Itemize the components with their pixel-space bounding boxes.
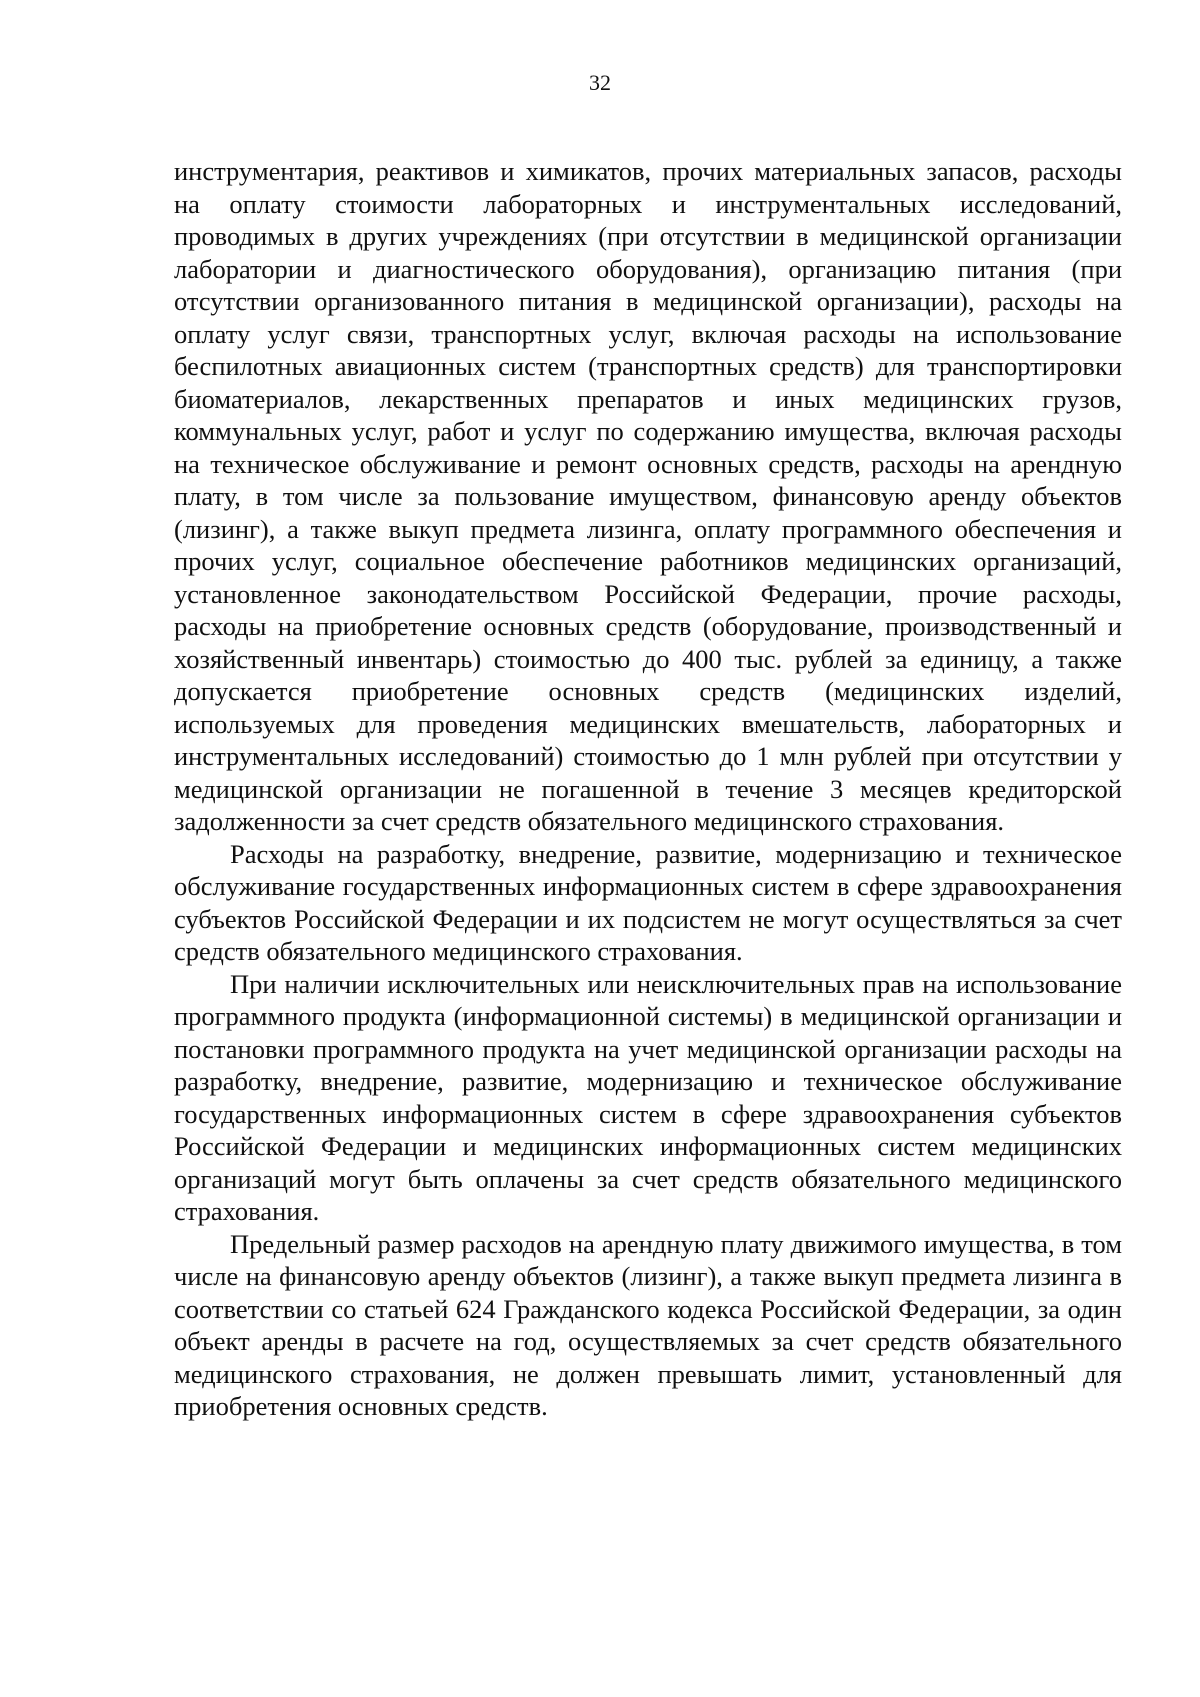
paragraph-lease-limit: Предельный размер расходов на арендную плату движимого имущества, в том числе на финансовую аренду объектов (лизинг), а также выкуп предмета лизинга в соответствии со статьей 624 Гражданского кодекса Российской Федерации, за один объект аренды в расчете на год, осуществляемых за счет средств обязательного медицинского страхования, не должен превышать лимит, установленный для приобретения основных средств. xyxy=(174,1228,1122,1421)
page-number: 32 xyxy=(589,70,611,95)
paragraph-gis-expenses: Расходы на разработку, внедрение, развитие, модернизацию и техническое обслуживание государственных информационных систем в сфере здравоохранения субъектов Российской Федерации и их подсистем не могут осуществляться за счет средств обязательного медицинского страхования. xyxy=(174,838,1122,966)
paragraph-software-rights: При наличии исключительных или неисключительных прав на использование программного продукта (информационной системы) в медицинской организации и постановки программного продукта на учет медицинской организации расходы на разработку, внедрение, развитие, модернизацию и техническое обслуживание государственных информационных систем в сфере здравоохранения субъектов Российской Федерации и медицинских информационных систем медицинских организаций могут быть оплачены за счет средств обязательного медицинского страхования. xyxy=(174,968,1122,1226)
paragraph-continuation: инструментария, реактивов и химикатов, прочих материальных запасов, расходы на оплату стоимости лабораторных и инструментальных исследований, проводимых в других учреждениях (при отсутствии в медицинской организации лаборатории и диагностического оборудования), организацию питания (при отсутствии организованного питания в медицинской организации), расходы на оплату услуг связи, транспортных услуг, включая расходы на использование беспилотных авиационных систем (транспортных средств) для транспортировки биоматериалов, лекарственных препаратов и иных медицинских грузов, коммунальных услуг, работ и услуг по содержанию имущества, включая расходы на техническое обслуживание и ремонт основных средств, расходы на арендную плату, в том числе за пользование имуществом, финансовую аренду объектов (лизинг), а также выкуп предмета лизинга, оплату программного обеспечения и прочих услуг, социальное обеспечение работников медицинских организаций, установленное законодательством Российской Федерации, прочие расходы, расходы на приобретение основных средств (оборудование, производственный и хозяйственный инвентарь) стоимостью до 400 тыс. рублей за единицу, а также допускается приобретение основных средств (медицинских изделий, используемых для проведения медицинских вмешательств, лабораторных и инструментальных исследований) стоимостью до 1 млн рублей при отсутствии у медицинской организации не погашенной в течение 3 месяцев кредиторской задолженности за счет средств обязательного медицинского страхования. xyxy=(174,156,1122,836)
document-body xyxy=(174,155,1122,1423)
